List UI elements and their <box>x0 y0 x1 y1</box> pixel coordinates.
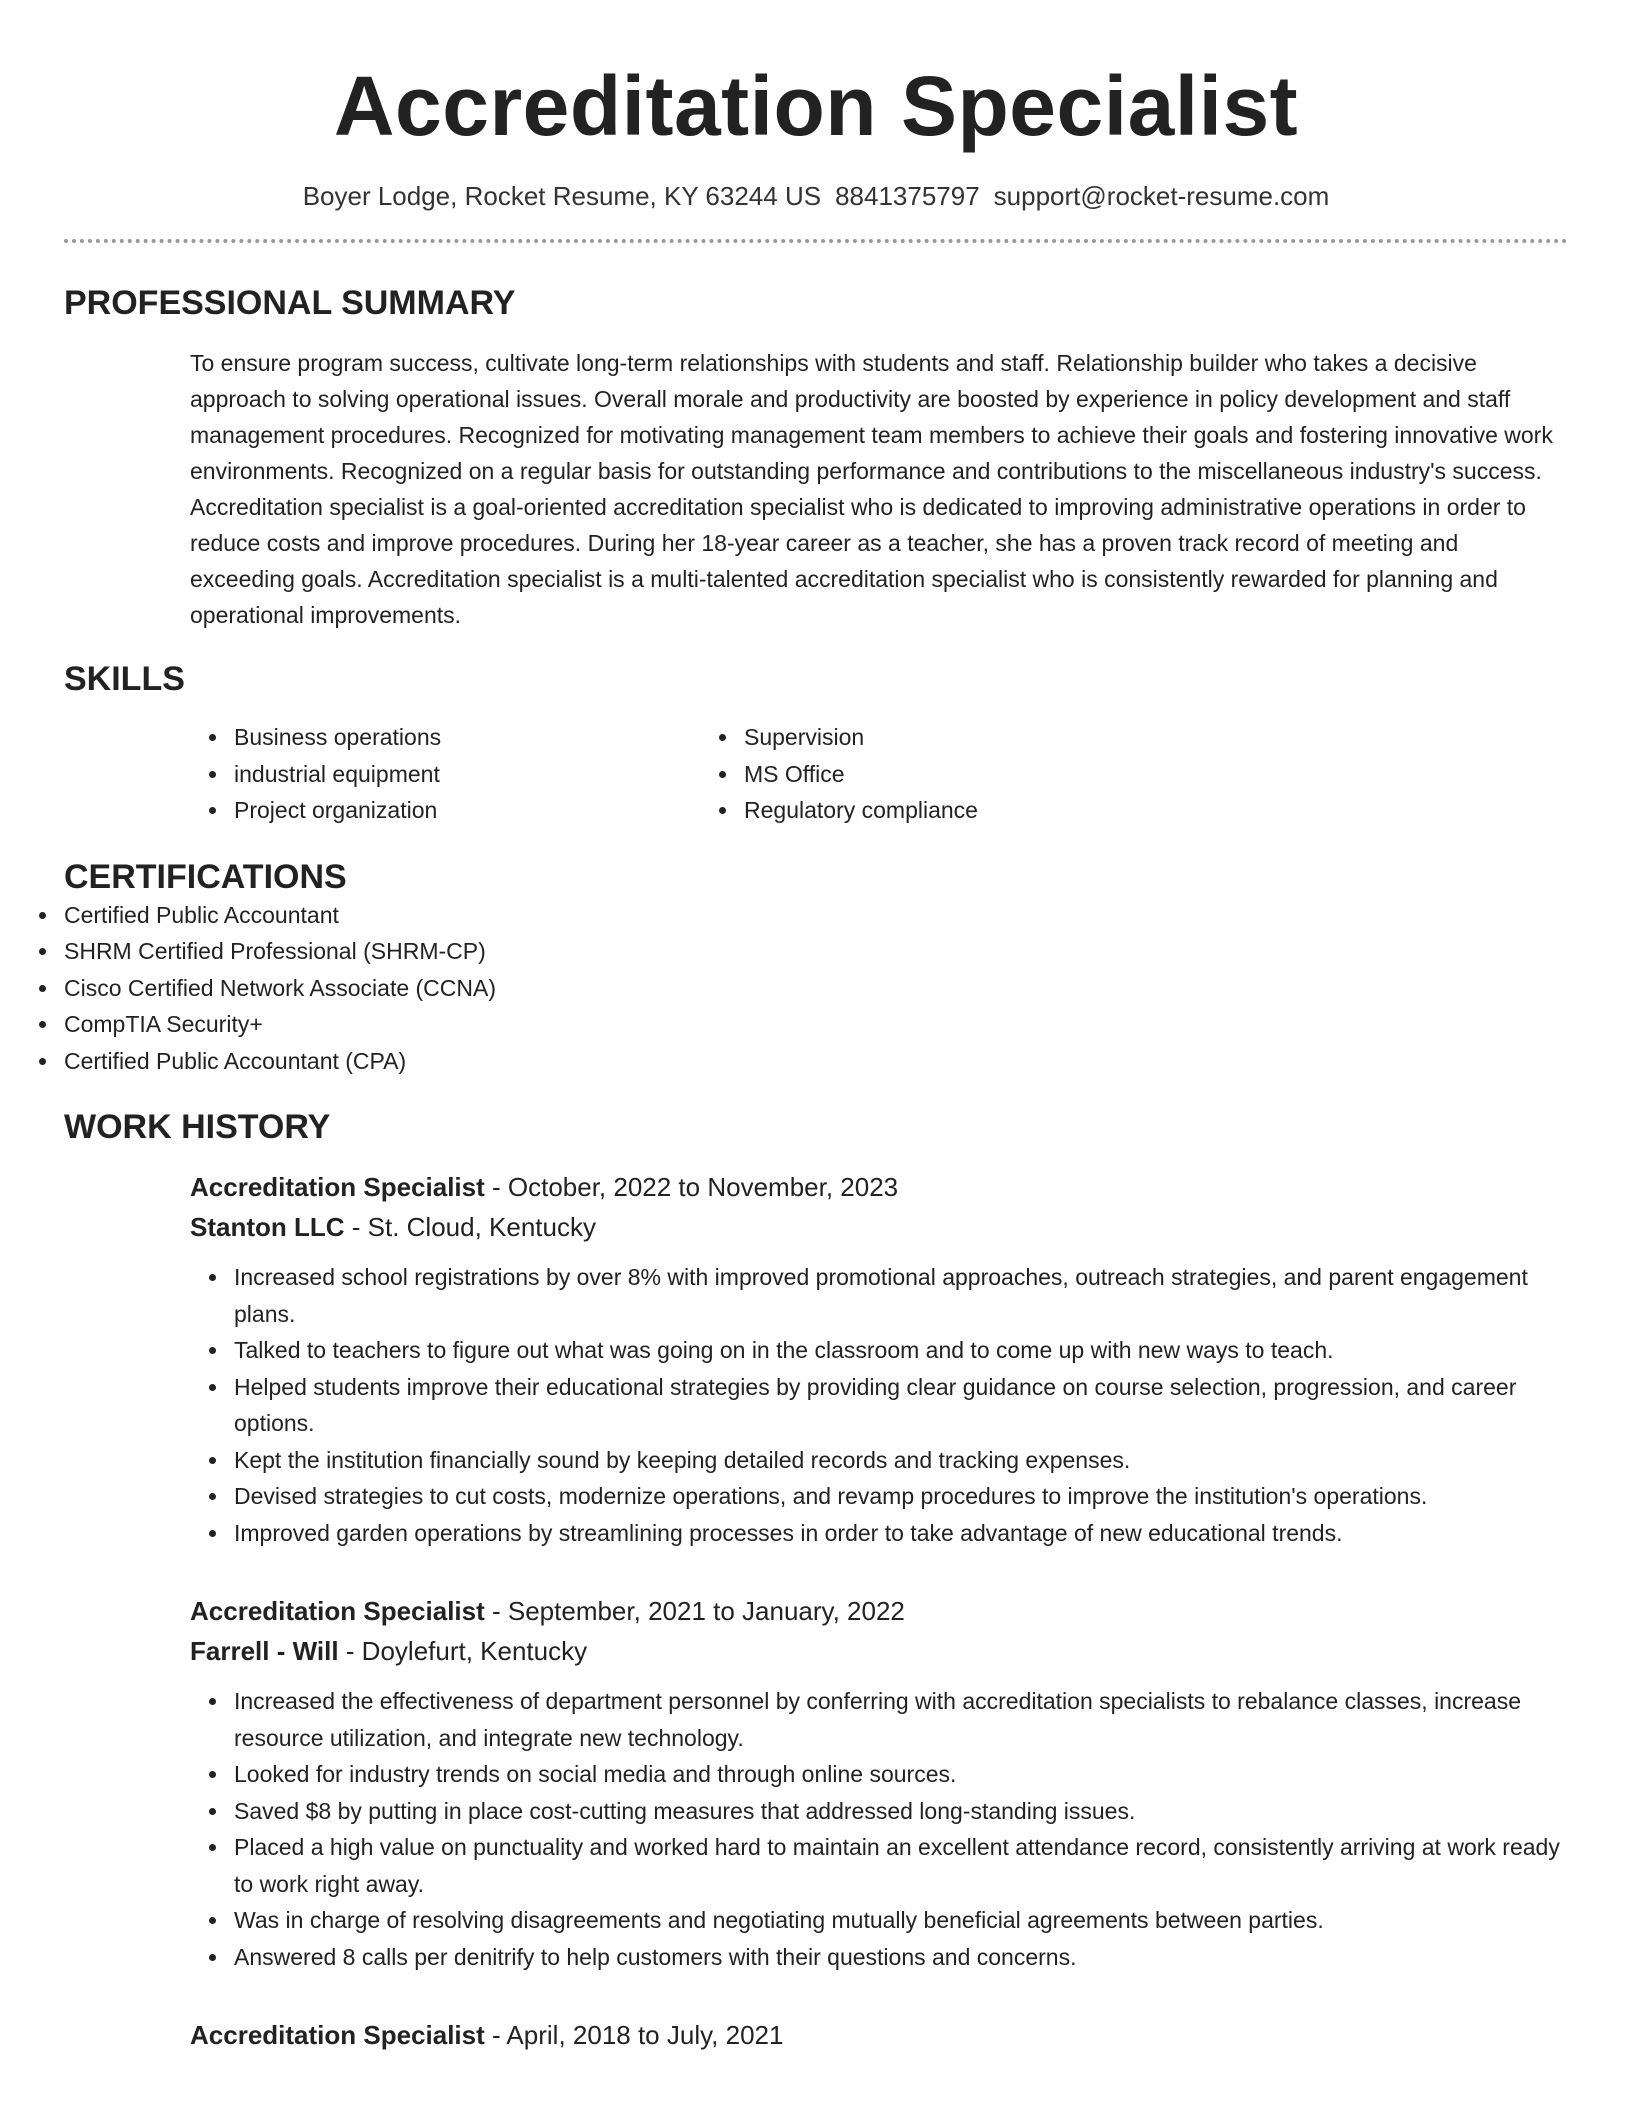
job-bullet: Devised strategies to cut costs, modernize operations, and revamp procedures to improve the institution's operations. <box>234 1478 1568 1515</box>
skills-heading: SKILLS <box>64 660 185 698</box>
job-bullet: Improved garden operations by streamlining processes in order to take advantage of new educational trends. <box>234 1515 1568 1552</box>
skill-item: Business operations <box>234 719 744 756</box>
certifications-heading: CERTIFICATIONS <box>64 857 347 896</box>
skill-item: Project organization <box>234 792 744 829</box>
job-role: Accreditation Specialist <box>190 1172 485 1202</box>
contact-email: support@rocket-resume.com <box>993 181 1330 211</box>
summary-heading: PROFESSIONAL SUMMARY <box>64 284 516 322</box>
job-company: Stanton LLC <box>190 1212 345 1242</box>
skill-item: Supervision <box>744 719 1424 756</box>
job-title-line <box>190 1591 1568 1631</box>
job-bullet: Looked for industry trends on social media and through online sources. <box>234 1756 1568 1793</box>
skill-item: industrial equipment <box>234 756 744 793</box>
job-bullet: Answered 8 calls per denitrify to help customers with their questions and concerns. <box>234 1939 1568 1976</box>
job-dates: - April, 2018 to July, 2021 <box>484 2020 784 2050</box>
job-bullet: Increased the effectiveness of department personnel by conferring with accreditation specialists to rebalance classes, increase resource utilization, and integrate new technology. <box>234 1683 1568 1756</box>
skills-column-left <box>64 719 744 829</box>
certification-item: Certified Public Accountant (CPA) <box>64 1043 1568 1080</box>
job-bullet: Kept the institution financially sound by keeping detailed records and tracking expenses. <box>234 1442 1568 1479</box>
skills-column-right <box>744 719 1424 829</box>
job-bullet: Increased school registrations by over 8% with improved promotional approaches, outreach strategies, and parent engagement plans. <box>234 1259 1568 1332</box>
job-bullets <box>234 1683 1568 1975</box>
skills-list <box>64 719 1568 829</box>
certifications-list <box>64 897 1568 1080</box>
job-role: Accreditation Specialist <box>190 1596 485 1626</box>
skill-item: Regulatory compliance <box>744 792 1424 829</box>
job-bullet: Saved $8 by putting in place cost-cutting measures that addressed long-standing issues. <box>234 1793 1568 1830</box>
header-divider <box>64 239 1568 243</box>
job-bullet: Talked to teachers to figure out what was going on in the classroom and to come up with new ways to teach. <box>234 1332 1568 1369</box>
job-entry <box>190 2015 1568 2055</box>
job-bullet: Was in charge of resolving disagreements and negotiating mutually beneficial agreements between parties. <box>234 1902 1568 1939</box>
contact-phone: 8841375797 <box>835 181 980 211</box>
job-bullet: Placed a high value on punctuality and worked hard to maintain an excellent attendance record, consistently arriving at work ready to work right away. <box>234 1829 1568 1902</box>
job-title-line <box>190 1167 1568 1207</box>
job-dates: - October, 2022 to November, 2023 <box>484 1172 899 1202</box>
certification-item: CompTIA Security+ <box>64 1006 1568 1043</box>
work-history-heading: WORK HISTORY <box>64 1108 331 1146</box>
certification-item: SHRM Certified Professional (SHRM-CP) <box>64 933 1568 970</box>
contact-line <box>64 178 1568 214</box>
job-dates: - September, 2021 to January, 2022 <box>484 1596 905 1626</box>
job-entry <box>190 1167 1568 1551</box>
candidate-name: Accreditation Specialist <box>333 59 1299 153</box>
job-company: Farrell - Will <box>190 1636 339 1666</box>
job-bullet: Helped students improve their educational strategies by providing clear guidance on course selection, progression, and career options. <box>234 1369 1568 1442</box>
contact-address: Boyer Lodge, Rocket Resume, KY 63244 US <box>302 181 822 211</box>
job-company-line <box>190 1631 1568 1671</box>
job-entry <box>190 1591 1568 1975</box>
summary-text: To ensure program success, cultivate long-term relationships with students and staff. Relationship builder who takes a decisive approach to solving operational issues. Overall morale and productivity are boosted by experience in policy development and staff management procedures. Recognized for motivating management team members to achieve their goals and fostering innovative work environments. Recognized on a regular basis for outstanding performance and contributions to the miscellaneous industry's success. Accreditation specialist is a goal-oriented accreditation specialist who is dedicated to improving administrative operations in order to reduce costs and improve procedures. During her 18-year career as a teacher, she has a proven track record of meeting and exceeding goals. Accreditation specialist is a multi-talented accreditation specialist who is consistently rewarded for planning and operational improvements. <box>190 350 1553 628</box>
job-location: - Doylefurt, Kentucky <box>338 1636 588 1666</box>
job-location: - St. Cloud, Kentucky <box>344 1212 596 1242</box>
resume-page <box>64 0 1568 2055</box>
certification-item: Certified Public Accountant <box>64 897 1568 934</box>
certification-item: Cisco Certified Network Associate (CCNA) <box>64 970 1568 1007</box>
job-bullets <box>234 1259 1568 1551</box>
job-role: Accreditation Specialist <box>190 2020 485 2050</box>
skill-item: MS Office <box>744 756 1424 793</box>
job-title-line <box>190 2015 1568 2055</box>
job-company-line <box>190 1207 1568 1247</box>
